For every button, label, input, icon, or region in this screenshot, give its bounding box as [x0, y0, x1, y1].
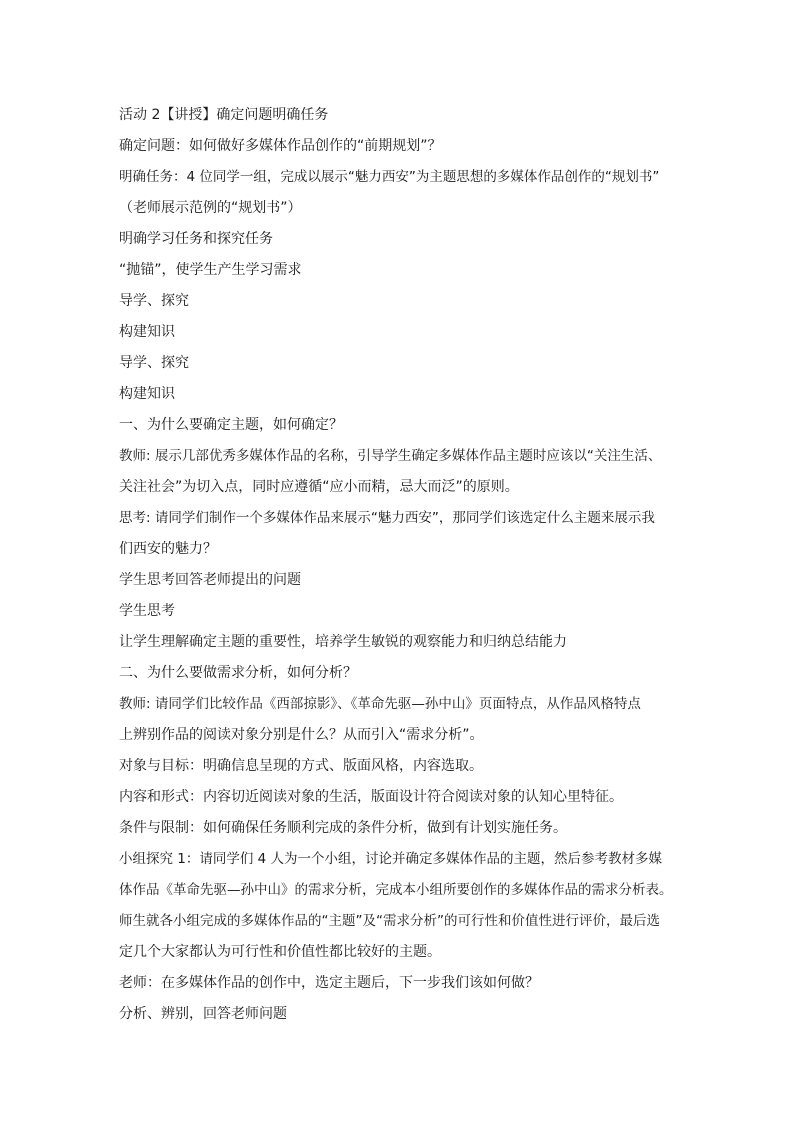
text-line: 学生思考 [119, 603, 175, 619]
text-line: 条件与限制：如何确保任务顺利完成的条件分析，做到有计划实施任务。 [119, 820, 567, 836]
text-line: 构建知识 [119, 324, 175, 340]
text-line: 们西安的魅力？ [119, 541, 217, 557]
text-line: “抛锚”，使学生产生学习需求 [119, 262, 302, 278]
activity-heading: 活动 2【讲授】确定问题明确任务 [119, 107, 329, 123]
text-line: 导学、探究 [119, 355, 189, 371]
section-heading: 一、为什么要确定主题，如何确定？ [119, 417, 343, 433]
text-line: 构建知识 [119, 386, 175, 402]
text-line: 教师: 请同学们比较作品《西部掠影》、《革命先驱—孙中山》页面特点，从作品风格特点 [119, 696, 641, 712]
text-line: 学生思考回答老师提出的问题 [119, 572, 301, 588]
text-line: 内容和形式：内容切近阅读对象的生活，版面设计符合阅读对象的认知心里特征。 [119, 789, 623, 805]
text-line: 确定问题：如何做好多媒体作品创作的“前期规划”？ [119, 138, 442, 154]
text-line: （老师展示范例的“规划书”） [119, 200, 302, 216]
text-line: 上辨别作品的阅读对象分别是什么？从而引入“需求分析”。 [119, 727, 484, 743]
text-line: 小组探究 1：请同学们 4 人为一个小组，讨论并确定多媒体作品的主题，然后参考教材多媒 [119, 851, 663, 867]
text-line: 对象与目标：明确信息呈现的方式、版面风格，内容选取。 [119, 758, 483, 774]
text-line: 让学生理解确定主题的重要性，培养学生敏锐的观察能力和归纳总结能力 [119, 634, 567, 650]
text-line: 关注社会”为切入点，同时应遵循“应小而精，忌大而泛”的原则。 [119, 479, 519, 495]
text-line: 明确学习任务和探究任务 [119, 231, 273, 247]
section-heading: 二、为什么要做需求分析，如何分析？ [119, 665, 357, 681]
document-body [119, 100, 684, 1030]
text-line: 师生就各小组完成的多媒体作品的“主题”及“需求分析”的可行性和价值性进行评价，最后选 [119, 913, 660, 929]
text-line: 教师: 展示几部优秀多媒体作品的名称，引导学生确定多媒体作品主题时应该以“关注生活、 [119, 448, 662, 464]
text-line: 明确任务：4 位同学一组，完成以展示“魅力西安”为主题思想的多媒体作品创作的“规划书” [119, 169, 660, 185]
text-line: 老师：在多媒体作品的创作中，选定主题后，下一步我们该如何做？ [119, 975, 539, 991]
text-line: 思考: 请同学们制作一个多媒体作品来展示“魅力西安”，那同学们该选定什么主题来展示我 [119, 510, 655, 526]
text-line: 定几个大家都认为可行性和价值性都比较好的主题。 [119, 944, 441, 960]
text-line: 分析、辨别，回答老师问题 [119, 1006, 287, 1022]
text-line: 导学、探究 [119, 293, 189, 309]
text-line: 体作品《革命先驱—孙中山》的需求分析，完成本小组所要创作的多媒体作品的需求分析表。 [119, 882, 673, 898]
